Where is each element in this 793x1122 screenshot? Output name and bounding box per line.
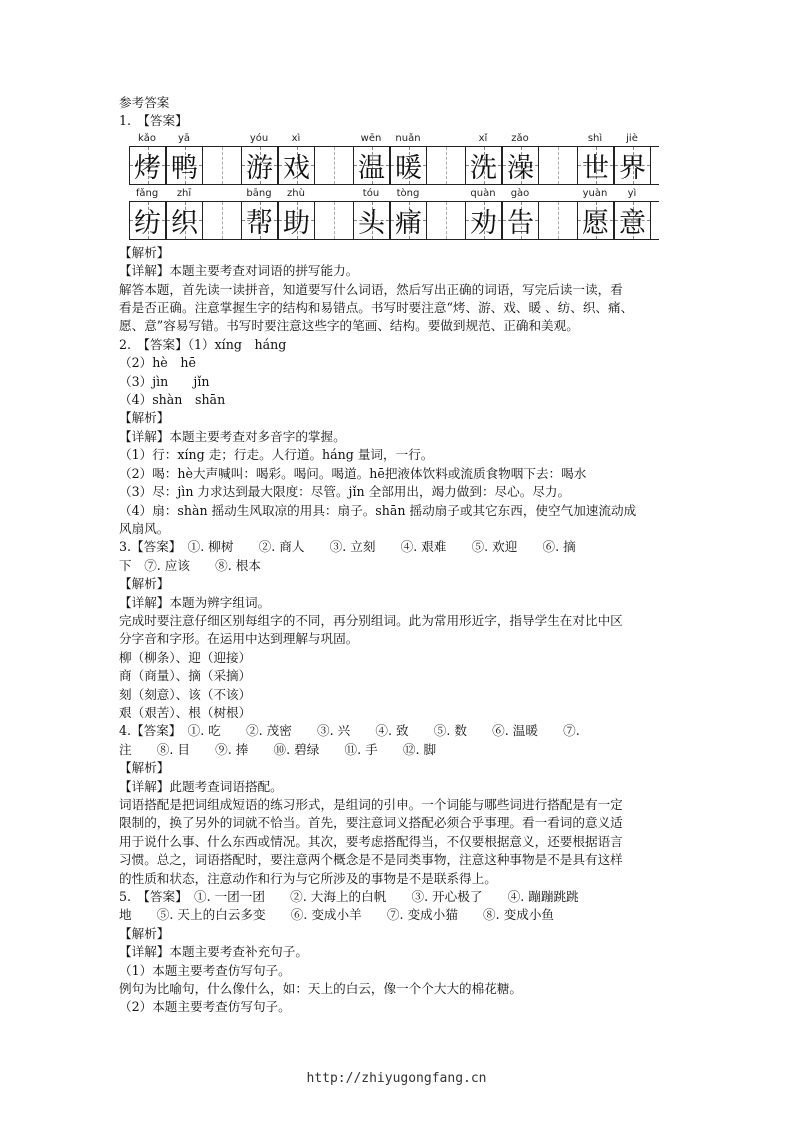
text-line: 3.【答案】 ①. 柳树 ②. 商人 ③. 立刻 ④. 艰难 ⑤. 欢迎 ⑥. 摘	[119, 539, 576, 555]
text-line: 【详解】本题主要考查补充句子。	[119, 944, 308, 960]
written-character: 烤	[134, 152, 161, 184]
text-line: 5. 【答案】 ①. 一团一团 ②. 大海上的白帆 ③. 开心极了 ④. 蹦蹦跳跳	[119, 889, 579, 905]
q4-section	[119, 722, 679, 888]
pinyin-label: yuàn	[582, 187, 608, 199]
tianzige-cell	[353, 202, 390, 239]
tianzige-cell	[278, 147, 315, 184]
text-line: 【解析】	[119, 244, 170, 260]
pinyin-label: gào	[510, 187, 530, 199]
written-character: 世	[582, 152, 609, 184]
q1-label: 1. 【答案】	[119, 113, 188, 129]
tianzige-cell	[278, 202, 315, 239]
pinyin-label: tóu	[362, 187, 380, 199]
q2-section	[119, 336, 679, 538]
grid-spacer	[203, 202, 241, 239]
q1-pinyin-row-1	[129, 133, 659, 146]
text-line: 风扇风。	[119, 520, 170, 536]
pinyin-label: zhù	[287, 187, 305, 199]
q1-analysis	[119, 244, 679, 336]
pinyin-label: shì	[587, 132, 603, 144]
text-line: 解答本题，首先读一读拼音，知道要写什么词语，然后写出正确的词语，写完后读一读，看	[119, 281, 623, 297]
q5-section	[119, 888, 679, 1017]
page-heading: 参考答案	[119, 95, 170, 110]
text-line: 【解析】	[119, 410, 170, 426]
text-line: 【解析】	[119, 760, 170, 776]
text-line: 用于说什么事、什么东西或情况。其次，要考虑搭配得当，不仅要根据意义，还要根据语言	[119, 833, 623, 849]
text-line: （1）本题主要考查仿写句子。	[119, 962, 291, 978]
written-character: 暖	[395, 152, 422, 184]
written-character: 意	[619, 207, 646, 239]
written-character: 纺	[134, 207, 161, 239]
answer-page	[119, 94, 679, 1017]
tianzige-cell	[353, 147, 390, 184]
text-line: 【详解】本题主要考查对多音字的掌握。	[119, 428, 346, 444]
pinyin-label: jiè	[626, 132, 638, 144]
text-line: 例句为比喻句，什么像什么，如：天上的白云，像一个个大大的棉花糖。	[119, 981, 522, 997]
tianzige-cell	[502, 147, 539, 184]
written-character: 织	[171, 207, 198, 239]
text-line: （1）行：xíng 走；行走。人行道。háng 量词，一行。	[119, 447, 434, 463]
text-line: 商（商量）、摘（采摘）	[119, 668, 252, 684]
pinyin-label: yì	[627, 187, 637, 199]
text-line: 艰（艰苦）、根（树根）	[119, 704, 252, 720]
text-line: 【详解】本题为辨字组词。	[119, 594, 271, 610]
text-line: 限制的，换了另外的词就不恰当。首先，要注意词义搭配必须合乎事理。看一看词的意义适	[119, 815, 623, 831]
written-character: 告	[507, 207, 534, 239]
pinyin-label: fǎng	[135, 187, 159, 199]
q3-section	[119, 538, 679, 722]
tianzige-cell	[166, 147, 203, 184]
pinyin-label: tòng	[396, 187, 420, 199]
pinyin-label: wēn	[360, 132, 382, 144]
tianzige-cell	[390, 147, 427, 184]
text-line: 刻（刻意）、该（不该）	[119, 686, 252, 702]
tianzige-cell	[241, 202, 278, 239]
text-line: 【解析】	[119, 576, 170, 592]
tianzige-cell	[614, 147, 651, 184]
text-line: 【详解】此题考查词语搭配。	[119, 778, 283, 794]
grid-spacer	[427, 202, 465, 239]
written-character: 澡	[507, 152, 534, 184]
text-line: 【解析】	[119, 925, 170, 941]
tianzige-cell	[614, 202, 651, 239]
text-line: 习惯。总之，词语搭配时，要注意两个概念是不是同类事物，注意这种事物是不是具有这样	[119, 852, 623, 868]
grid-spacer	[539, 147, 577, 184]
pinyin-label: zǎo	[511, 132, 529, 144]
pinyin-label: nuǎn	[395, 132, 421, 144]
text-line: （4）shàn shān	[119, 392, 226, 408]
text-line: 完成时要注意仔细区别每组字的不同，再分别组词。此为常用形近字，指导学生在对比中区	[119, 612, 623, 628]
text-line: 的性质和状态，注意动作和行为与它所涉及的事物是不是联系得上。	[119, 870, 497, 886]
written-character: 鸭	[171, 152, 198, 184]
footer-url: http://zhiyugongfang.cn	[306, 1071, 487, 1086]
tianzige-cell	[465, 202, 502, 239]
text-line: 地 ⑤. 天上的白云多变 ⑥. 变成小羊 ⑦. 变成小猫 ⑧. 变成小鱼	[119, 907, 555, 923]
written-character: 头	[358, 207, 385, 239]
text-line: 词语搭配是把词组成短语的练习形式，是组词的引申。一个词能与哪些词进行搭配是有一定	[119, 797, 623, 812]
pinyin-label: yā	[177, 132, 191, 144]
text-line: （2）喝：hè大声喊叫：喝彩。喝问。喝道。hē把液体饮料或流质食物咽下去：喝水	[119, 465, 587, 481]
text-line: 2. 【答案】（1）xíng háng	[119, 336, 287, 352]
written-character: 助	[283, 207, 310, 239]
pinyin-label: kǎo	[137, 132, 157, 144]
written-character: 温	[358, 152, 385, 184]
tianzige-cell	[465, 147, 502, 184]
tianzige-cell	[577, 147, 614, 184]
text-line: 【详解】本题主要考查对词语的拼写能力。	[119, 263, 359, 279]
grid-spacer	[315, 147, 353, 184]
pinyin-label: xì	[291, 132, 301, 144]
pinyin-label: quàn	[470, 187, 496, 199]
text-line: （4）扇：shàn 摇动生风取凉的用具：扇子。shān 摇动扇子或其它东西，使空气加速流动成	[119, 502, 637, 518]
grid-spacer	[315, 202, 353, 239]
text-line: （3）尽：jìn 力求达到最大限度：尽管。jǐn 全部用出，竭力做到：尽心。尽力。	[119, 484, 571, 500]
pinyin-label: yóu	[249, 132, 269, 144]
text-line: （2）hè hē	[119, 355, 196, 371]
pinyin-label: zhī	[176, 187, 192, 199]
pinyin-label: xǐ	[478, 132, 488, 144]
tianzige-cell	[129, 147, 166, 184]
text-line: 注 ⑧. 目 ⑨. 捧 ⑩. 碧绿 ⑪. 手 ⑫. 脚	[119, 741, 437, 757]
text-line: 柳（柳条）、迎（迎接）	[119, 649, 252, 665]
written-character: 游	[246, 152, 273, 184]
q1-writing-grid	[129, 133, 659, 240]
tianzige-cell	[241, 147, 278, 184]
written-character: 界	[619, 152, 646, 184]
text-line: 4.【答案】 ①. 吃 ②. 茂密 ③. 兴 ④. 致 ⑤. 数 ⑥. 温暖 ⑦.	[119, 723, 580, 739]
written-character: 帮	[246, 207, 273, 239]
written-character: 洗	[470, 152, 497, 184]
written-character: 戏	[283, 152, 310, 184]
tianzige-cell	[129, 202, 166, 239]
written-character: 愿	[582, 207, 609, 239]
text-line: （3）jìn jǐn	[119, 373, 210, 389]
written-character: 痛	[395, 207, 422, 239]
pinyin-label: bāng	[246, 187, 272, 199]
text-line: 看是否正确。注意掌握生字的结构和易错点。书写时要注意“烤、游、戏、暖 、纺、织、痛、	[119, 300, 634, 316]
tianzige-cell	[166, 202, 203, 239]
tianzige-cell	[577, 202, 614, 239]
grid-spacer	[427, 147, 465, 184]
tianzige-cell	[502, 202, 539, 239]
text-line: （2）本题主要考查仿写句子。	[119, 999, 291, 1015]
grid-spacer	[539, 202, 577, 239]
q1-pinyin-row-2	[129, 188, 659, 201]
tianzige-cell	[390, 202, 427, 239]
q1-char-row-1	[129, 146, 659, 185]
text-line: 愿、意”容易写错。书写时要注意这些字的笔画、结构。要做到规范、正确和美观。	[119, 318, 579, 334]
grid-spacer	[203, 147, 241, 184]
q1-char-row-2	[129, 201, 659, 240]
text-line: 下 ⑦. 应该 ⑧. 根本	[119, 557, 261, 573]
written-character: 劝	[470, 207, 497, 239]
text-line: 分字音和字形。在运用中达到理解与巩固。	[119, 631, 359, 647]
